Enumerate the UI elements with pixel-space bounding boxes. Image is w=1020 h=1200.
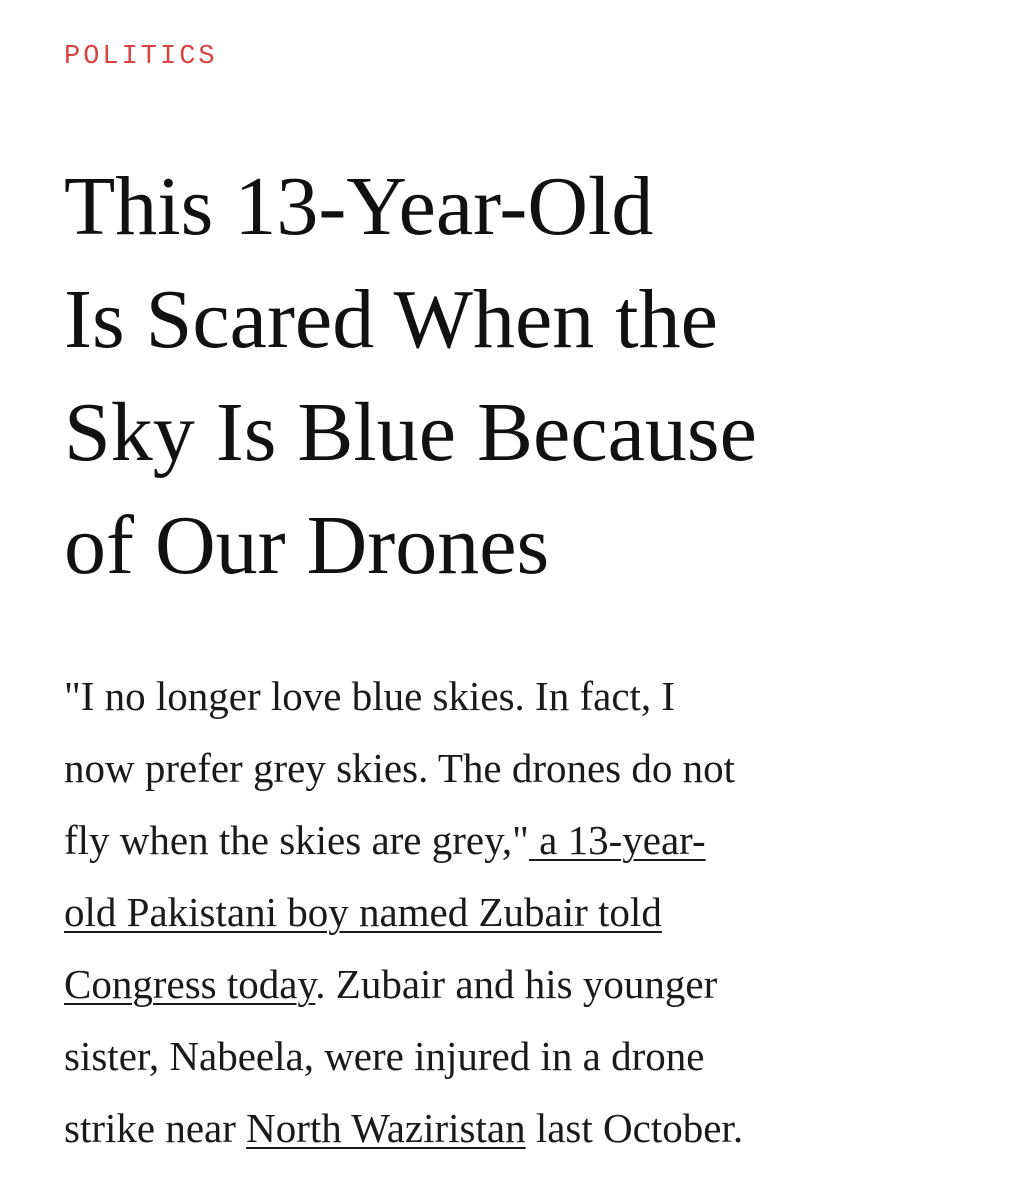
body-line — [64, 876, 924, 948]
body-line: now prefer grey skies. The drones do not — [64, 745, 736, 791]
body-text-fragment: last October. — [525, 1105, 744, 1151]
headline-line: of Our Drones — [64, 499, 550, 592]
body-text-fragment: strike near — [64, 1105, 247, 1151]
congress-testimony-link[interactable]: Congress today — [64, 961, 316, 1007]
category-label[interactable]: POLITICS — [64, 42, 218, 72]
body-line — [64, 1092, 924, 1164]
body-text-fragment: fly when the skies are grey," — [64, 817, 529, 863]
north-waziristan-link[interactable]: North Waziristan — [246, 1105, 526, 1151]
body-line — [64, 804, 924, 876]
congress-testimony-link[interactable]: a 13-year- — [528, 817, 706, 863]
body-line: sister, Nabeela, were injured in a drone — [64, 1033, 705, 1079]
congress-testimony-link[interactable]: old Pakistani boy named Zubair told — [64, 889, 662, 935]
body-line — [64, 948, 924, 1020]
headline-line: Sky Is Blue Because — [64, 386, 757, 479]
headline-line: This 13-Year-Old — [64, 160, 654, 253]
article-headline — [64, 150, 924, 602]
headline-line: Is Scared When the — [64, 273, 718, 366]
body-text-fragment: . Zubair and his younger — [315, 961, 718, 1007]
article-body — [64, 660, 924, 1164]
body-line: "I no longer love blue skies. In fact, I — [64, 673, 676, 719]
